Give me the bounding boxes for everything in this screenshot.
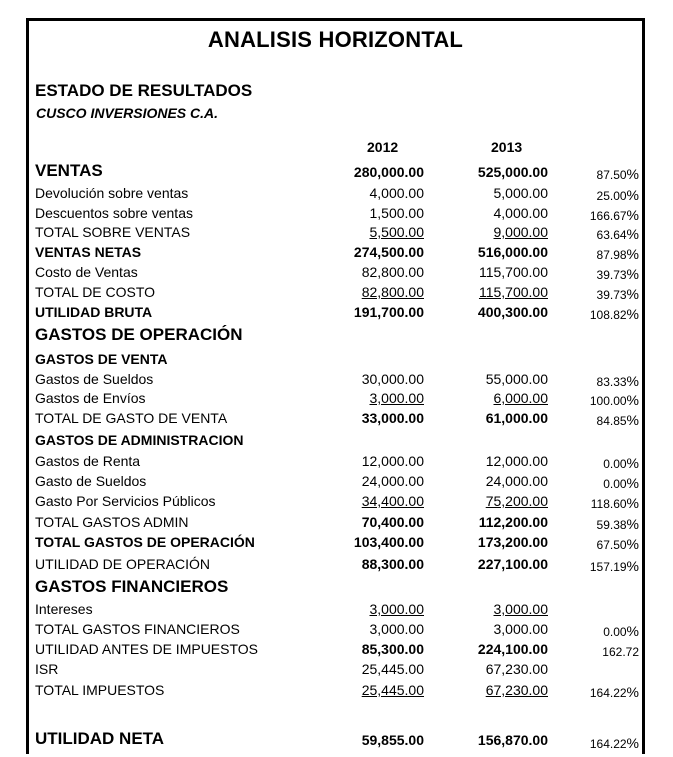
percent-sign: % <box>626 166 639 182</box>
percent-sign: % <box>626 306 639 322</box>
percent-value: 84.85 <box>596 414 627 428</box>
value-2013: 516,000.00 <box>477 244 548 260</box>
percent-value: 0.00 <box>603 477 627 491</box>
value-2012: 82,800.00 <box>361 284 424 300</box>
percent-sign: % <box>626 286 639 302</box>
percent-change <box>590 735 639 751</box>
value-2013: 115,700.00 <box>478 264 548 280</box>
value-2012: 3,000.00 <box>369 621 424 637</box>
percent-value: 164.22 <box>589 686 627 700</box>
percent-value: 164.22 <box>589 737 627 751</box>
row-label: Gasto Por Servicios Públicos <box>35 493 216 509</box>
percent-value: 39.73 <box>596 288 627 302</box>
value-2013: 224,100.00 <box>477 641 548 657</box>
row-label: TOTAL DE GASTO DE VENTA <box>35 410 228 426</box>
row-label: Devolución sobre ventas <box>35 185 189 201</box>
percent-sign: % <box>626 536 639 552</box>
row-label: Gasto de Sueldos <box>35 473 147 489</box>
row-label: VENTAS <box>35 161 103 180</box>
percent-change <box>603 455 639 471</box>
percent-change <box>597 373 639 389</box>
value-2012: 5,500.00 <box>369 224 424 240</box>
value-2012: 12,000.00 <box>361 453 424 469</box>
percent-value: 63.64 <box>596 228 627 242</box>
row-label: Gastos de Sueldos <box>35 371 154 387</box>
value-2012: 3,000.00 <box>369 390 424 406</box>
page-title: ANALISIS HORIZONTAL <box>207 27 464 52</box>
value-2012: 30,000.00 <box>361 371 424 387</box>
percent-sign: % <box>626 412 639 428</box>
percent-change <box>597 286 639 302</box>
row-label: GASTOS FINANCIEROS <box>35 577 229 596</box>
value-2012: 4,000.00 <box>369 185 424 201</box>
percent-change <box>597 246 639 262</box>
row-label: Descuentos sobre ventas <box>35 205 193 221</box>
value-2012: 103,400.00 <box>353 534 424 550</box>
value-2013: 5,000.00 <box>493 185 548 201</box>
percent-change <box>597 516 639 532</box>
value-2012: 25,445.00 <box>361 661 424 677</box>
value-2013: 4,000.00 <box>493 205 548 221</box>
value-2012: 82,800.00 <box>361 264 424 280</box>
year-header-2012: 2012 <box>367 139 399 155</box>
percent-change <box>603 623 639 639</box>
percent-sign: % <box>626 516 639 532</box>
percent-change <box>590 558 639 574</box>
value-2012: 280,000.00 <box>353 164 424 180</box>
value-2013: 3,000.00 <box>493 601 548 617</box>
value-2013: 525,000.00 <box>477 164 548 180</box>
value-2012: 88,300.00 <box>361 556 424 572</box>
percent-change <box>597 412 639 428</box>
row-label: TOTAL IMPUESTOS <box>35 682 165 698</box>
percent-value: 87.50 <box>596 168 627 182</box>
row-label: TOTAL GASTOS FINANCIEROS <box>35 621 240 637</box>
value-2012: 85,300.00 <box>361 641 424 657</box>
percent-sign: % <box>626 373 639 389</box>
percent-value: 59.38 <box>596 518 627 532</box>
percent-value: 118.60 <box>590 497 627 511</box>
percent-sign: % <box>626 735 639 751</box>
row-label: TOTAL GASTOS ADMIN <box>35 514 189 530</box>
percent-sign: % <box>626 392 639 408</box>
row-label: UTILIDAD DE OPERACIÓN <box>35 556 211 572</box>
percent-value: 108.82 <box>589 308 627 322</box>
percent-value: 0.00 <box>603 457 627 471</box>
statement-title: ESTADO DE RESULTADOS <box>35 81 253 100</box>
percent-change <box>603 475 639 491</box>
percent-change <box>597 166 639 182</box>
percent-change <box>597 226 639 242</box>
value-2013: 75,200.00 <box>485 493 548 509</box>
percent-value: 25.00 <box>596 189 627 203</box>
row-label: UTILIDAD BRUTA <box>35 304 153 320</box>
value-2012: 33,000.00 <box>361 410 424 426</box>
percent-change <box>602 643 639 659</box>
percent-sign: % <box>626 623 639 639</box>
percent-sign: % <box>626 207 639 223</box>
value-2013: 55,000.00 <box>485 371 548 387</box>
percent-change <box>597 187 639 203</box>
value-2013: 61,000.00 <box>485 410 548 426</box>
value-2013: 6,000.00 <box>493 390 548 406</box>
percent-change <box>597 536 639 552</box>
percent-sign: % <box>626 558 639 574</box>
row-label: GASTOS DE OPERACIÓN <box>35 325 243 344</box>
row-label: Gastos de Envíos <box>35 390 146 406</box>
value-2013: 115,700.00 <box>478 284 548 300</box>
percent-change <box>590 207 639 223</box>
report-frame <box>26 18 645 754</box>
value-2012: 59,855.00 <box>361 732 424 748</box>
percent-sign: % <box>626 684 639 700</box>
value-2013: 9,000.00 <box>493 224 548 240</box>
value-2013: 112,200.00 <box>478 514 548 530</box>
percent-change <box>597 266 639 282</box>
row-label: UTILIDAD ANTES DE IMPUESTOS <box>35 641 259 657</box>
row-label: Costo de Ventas <box>35 264 138 280</box>
row-label: GASTOS DE ADMINISTRACION <box>35 432 244 448</box>
value-2012: 191,700.00 <box>353 304 424 320</box>
percent-value: 87.98 <box>596 248 627 262</box>
row-label: ISR <box>35 661 59 677</box>
value-2013: 173,200.00 <box>477 534 548 550</box>
percent-value: 100.00 <box>589 394 627 408</box>
row-label: GASTOS DE VENTA <box>35 351 168 367</box>
year-header-2013: 2013 <box>491 139 523 155</box>
percent-sign: % <box>626 266 639 282</box>
value-2013: 156,870.00 <box>477 732 548 748</box>
percent-value: 166.67 <box>589 209 627 223</box>
value-2012: 1,500.00 <box>369 205 424 221</box>
value-2012: 25,445.00 <box>361 682 424 698</box>
row-label: TOTAL GASTOS DE OPERACIÓN <box>35 534 255 550</box>
percent-change <box>590 306 639 322</box>
value-2012: 274,500.00 <box>353 244 424 260</box>
percent-change <box>591 495 639 511</box>
percent-value: 162.72 <box>602 645 639 659</box>
percent-value: 157.19 <box>589 560 627 574</box>
value-2013: 24,000.00 <box>485 473 548 489</box>
value-2012: 3,000.00 <box>369 601 424 617</box>
value-2013: 227,100.00 <box>477 556 548 572</box>
percent-sign: % <box>626 226 639 242</box>
row-label: Gastos de Renta <box>35 453 141 469</box>
row-label: TOTAL DE COSTO <box>35 284 156 300</box>
value-2012: 34,400.00 <box>361 493 424 509</box>
value-2012: 70,400.00 <box>361 514 424 530</box>
percent-change <box>590 684 639 700</box>
value-2013: 3,000.00 <box>493 621 548 637</box>
percent-sign: % <box>626 455 639 471</box>
percent-sign: % <box>626 475 639 491</box>
percent-sign: % <box>626 246 639 262</box>
percent-value: 39.73 <box>596 268 627 282</box>
value-2013: 67,230.00 <box>485 682 548 698</box>
value-2013: 12,000.00 <box>485 453 548 469</box>
row-label: VENTAS NETAS <box>35 244 142 260</box>
row-label: TOTAL SOBRE VENTAS <box>35 224 191 240</box>
company-name: CUSCO INVERSIONES C.A. <box>36 105 219 121</box>
value-2013: 400,300.00 <box>477 304 548 320</box>
percent-value: 0.00 <box>603 625 627 639</box>
value-2012: 24,000.00 <box>361 473 424 489</box>
percent-sign: % <box>626 495 639 511</box>
row-label: Intereses <box>35 601 93 617</box>
percent-sign: % <box>626 187 639 203</box>
percent-value: 67.50 <box>596 538 627 552</box>
value-2013: 67,230.00 <box>485 661 548 677</box>
row-label: UTILIDAD NETA <box>35 729 165 748</box>
percent-change <box>590 392 639 408</box>
percent-value: 83.33 <box>596 375 627 389</box>
